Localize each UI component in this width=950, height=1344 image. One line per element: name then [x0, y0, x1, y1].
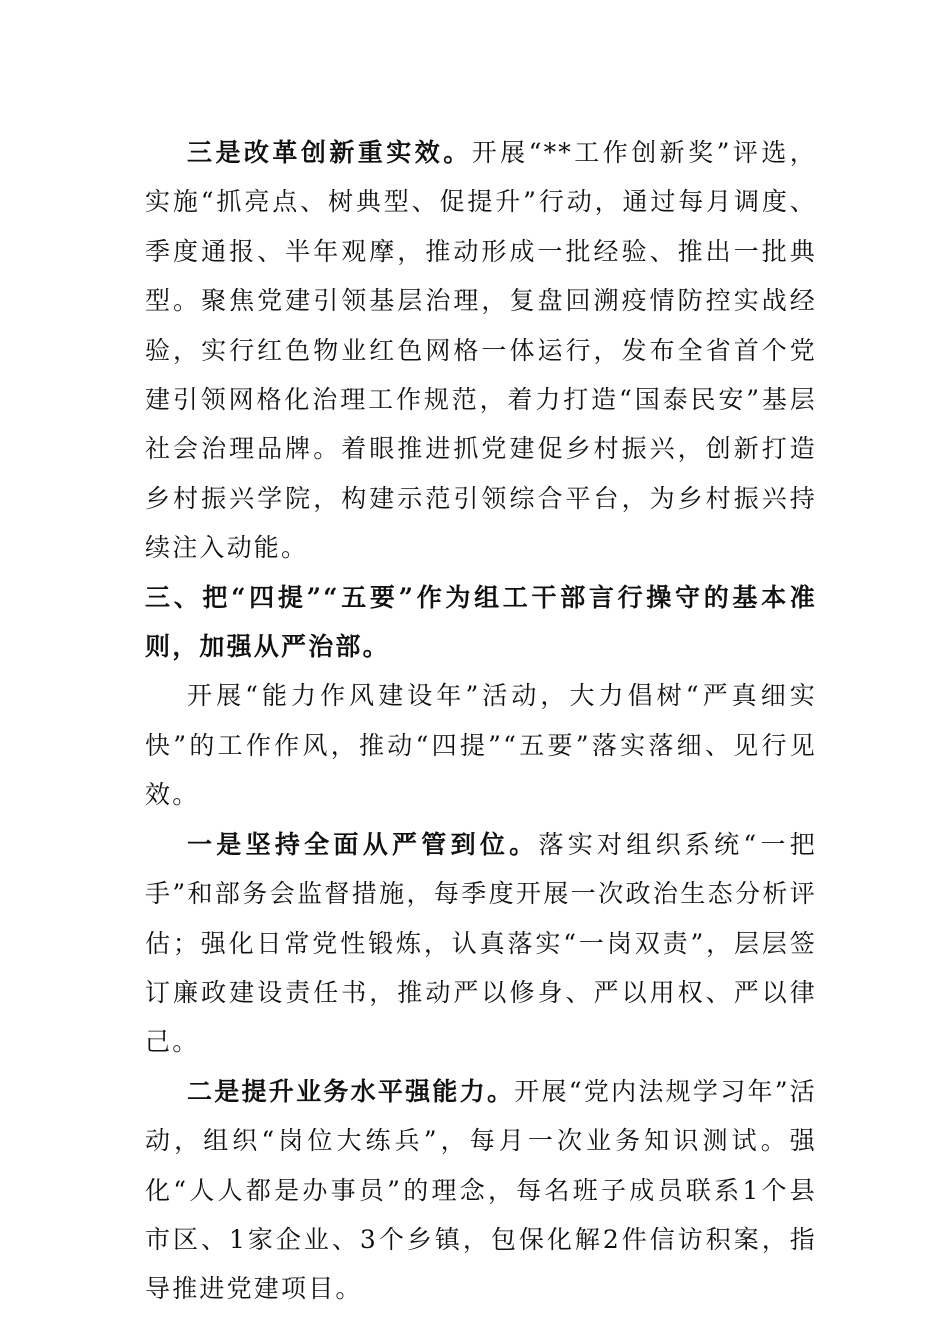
- paragraph-lead: 三是改革创新重实效。: [187, 138, 472, 167]
- paragraph-body: 开展“党内法规学习年”活动，组织“岗位大练兵”，每月一次业务知识测试。强化“人人都是办事员”的理念，每名班子成员联系1个县市区、1家企业、3个乡镇，包保化解2件信访积案，指导推进党建项目。: [145, 1076, 817, 1304]
- paragraph-business-ability: [145, 1067, 817, 1314]
- section-heading: 三、把“四提”“五要”作为组工干部言行操守的基本准则，加强从严治部。: [145, 582, 817, 662]
- paragraph-body: 落实对组织系统“一把手”和部务会监督措施，每季度开展一次政治生态分析评估；强化日常党性锻炼，认真落实“一岗双责”，层层签订廉政建设责任书，推动严以修身、严以用权、严以律己。: [145, 829, 817, 1057]
- paragraph-ability-style: [145, 671, 817, 819]
- paragraph-body: 开展“**工作创新奖”评选，实施“抓亮点、树典型、促提升”行动，通过每月调度、季度通报、半年观摩，推动形成一批经验、推出一批典型。聚焦党建引领基层治理，复盘回溯疫情防控实战经验，实行红色物业红色网格一体运行，发布全省首个党建引领网格化治理工作规范，着力打造“国泰民安”基层社会治理品牌。着眼推进抓党建促乡村振兴，创新打造乡村振兴学院，构建示范引领综合平台，为乡村振兴持续注入动能。: [145, 138, 817, 563]
- paragraph-reform-innovation: [145, 128, 817, 573]
- paragraph-body: 开展“能力作风建设年”活动，大力倡树“严真细实快”的工作作风，推动“四提”“五要”落实落细、见行见效。: [145, 681, 817, 810]
- paragraph-lead: 一是坚持全面从严管到位。: [187, 829, 539, 859]
- paragraph-lead: 二是提升业务水平强能力。: [187, 1076, 515, 1106]
- paragraph-strict-management: [145, 820, 817, 1067]
- document-page: [145, 128, 817, 1314]
